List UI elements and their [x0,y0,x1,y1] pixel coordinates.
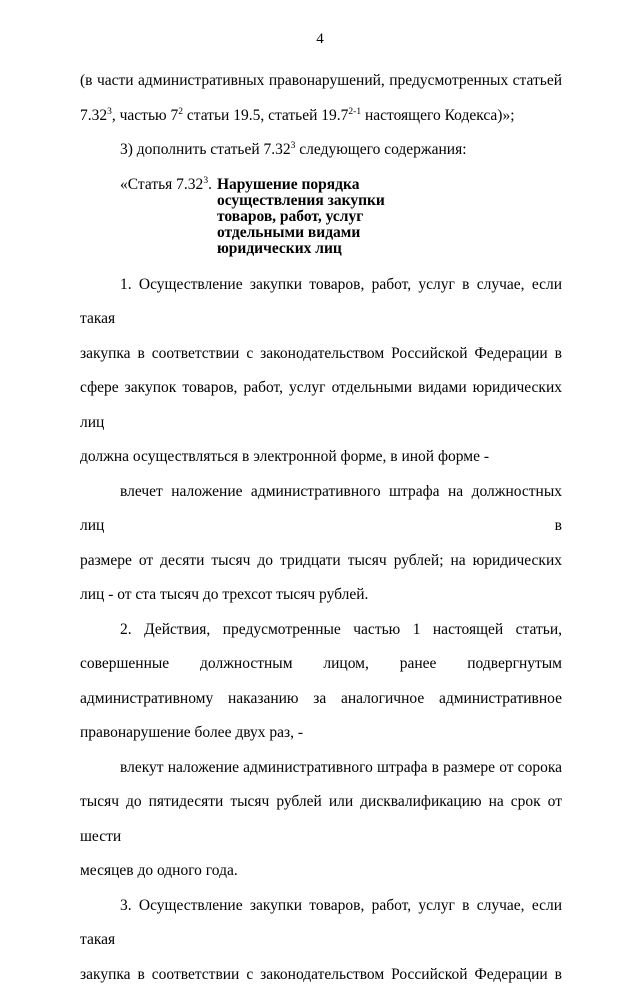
article-header [80,168,562,257]
text-line [80,99,562,134]
text-line: месяцев до одного года. [80,854,562,889]
superscript: 2 [178,107,183,117]
text-line: 3. Осуществление закупки товаров, работ, услуг в случае, если такая [80,889,562,958]
text-run: настоящего Кодекса)»; [361,107,514,124]
paragraph [80,751,562,889]
text-line: должна осуществляться в электронной форме, в иной форме - [80,440,562,475]
text-run: статьи 19.5, статьей 19.7 [183,107,348,124]
text-line: закупка в соответствии с законодательством Российской Федерации в [80,958,562,992]
text-run: следующего содержания: [295,141,466,158]
superscript: 2-1 [348,107,361,117]
text-line: совершенные должностным лицом, ранее подвергнутым [80,647,562,682]
superscript: 3 [203,176,208,186]
text-line: (в части административных правонарушений, предусмотренных статьей [80,64,562,99]
text-line: тысяч до пятидесяти тысяч рублей или дисквалификацию на срок от шести [80,785,562,854]
text-line: правонарушение более двух раз, - [80,716,562,751]
text-run: 3) дополнить статьей 7.32 [120,141,291,158]
text-line: 1. Осуществление закупки товаров, работ, услуг в случае, если такая [80,268,562,337]
paragraph [80,268,562,475]
superscript: 3 [107,107,112,117]
text-line: влечет наложение административного штрафа на должностных лиц в [80,475,562,544]
paragraph [80,475,562,613]
text-line: закупка в соответствии с законодательством Российской Федерации в [80,337,562,372]
paragraph [80,613,562,751]
text-line: влекут наложение административного штрафа в размере от сорока [80,751,562,786]
text-line: лиц - от ста тысяч до трехсот тысяч рублей. [80,578,562,613]
paragraph [80,889,562,992]
article-number [80,168,212,257]
text-run: , частью 7 [112,107,178,124]
text-line: размере от десяти тысяч до тридцати тысяч рублей; на юридических [80,544,562,579]
text-line: 2. Действия, предусмотренные частью 1 настоящей статьи, [80,613,562,648]
text-line [80,133,562,168]
text-line: административному наказанию за аналогичное административное [80,682,562,717]
article-heading: Нарушение порядка осуществления закупки товаров, работ, услуг отдельными видами юридических лиц [212,168,447,257]
text-run: 7.32 [80,107,107,124]
text-run: «Статья 7.32 [120,176,203,193]
document-body [80,64,562,992]
text-line: сфере закупок товаров, работ, услуг отдельными видами юридических лиц [80,371,562,440]
page-number: 4 [0,30,640,48]
superscript: 3 [291,141,296,151]
text-run: . [208,176,212,193]
